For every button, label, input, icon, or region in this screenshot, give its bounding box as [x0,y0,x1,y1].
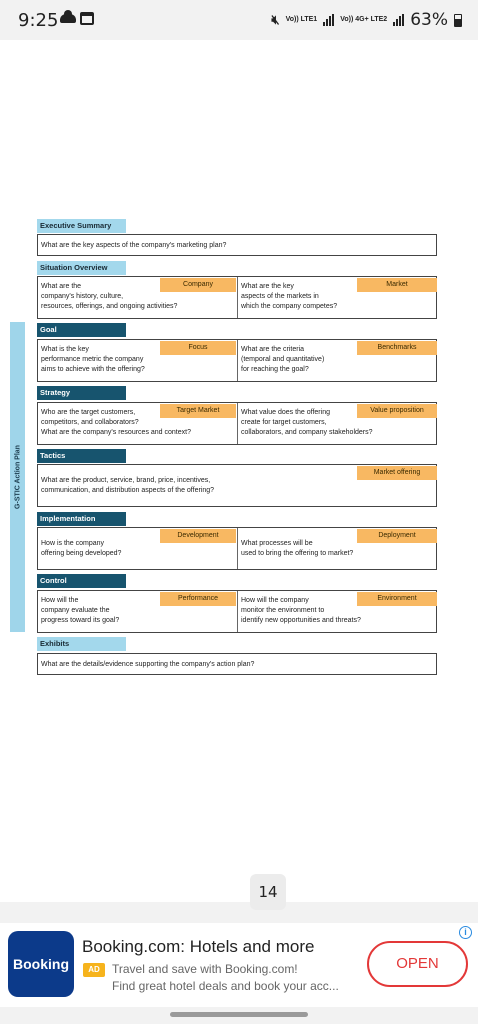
goal-box [37,339,437,382]
question-line: How will the company [241,597,309,604]
section-control: Control [37,574,126,588]
cloud-icon [60,14,76,23]
tag-development: Development [160,529,236,543]
tag-value-proposition: Value proposition [357,404,437,418]
sim1-indicator: Vo)) LTE1 [285,16,318,23]
page-number: 14 [250,874,286,910]
tag-target-market: Target Market [160,404,236,418]
signal-icon [393,14,404,26]
section-exhibits: Exhibits [37,637,126,651]
tag-market: Market [357,278,437,292]
ad-title[interactable]: Booking.com: Hotels and more [82,937,315,956]
ad-badge: AD [83,963,105,977]
question-line: What processes will be [241,540,313,547]
question-line: used to bring the offering to market? [241,550,354,557]
executive-summary-box [37,234,437,256]
question-line: aims to achieve with the offering? [41,366,145,373]
section-goal: Goal [37,323,126,337]
tag-deployment: Deployment [357,529,437,543]
question-line: What are the product, service, brand, price, incentives, [41,477,211,484]
signal-icon [323,14,334,26]
question-line: How will the [41,597,79,604]
question-line: How is the company [41,540,105,547]
section-tactics: Tactics [37,449,126,463]
question-line: What value does the offering [241,409,330,416]
control-box [37,590,437,633]
tag-performance: Performance [160,592,236,606]
question-line: which the company competes? [241,303,338,310]
gesture-handle[interactable] [170,1012,308,1017]
question-line: What are the [41,283,82,290]
tag-company: Company [160,278,236,292]
section-situation-overview: Situation Overview [37,261,126,275]
question-line: company evaluate the [41,607,110,614]
mute-icon: 🔇︎ [271,12,280,27]
question-line: What are the key [241,283,294,290]
question-line: performance metric the company [41,356,144,363]
question-line: (temporal and quantitative) [241,356,325,363]
question-line: identify new opportunities and threats? [241,617,361,624]
question-line: progress toward its goal? [41,617,120,624]
question-line: What is the key [41,346,89,353]
question-line: company's history, culture, [41,293,124,300]
question-line: What are the criteria [241,346,305,353]
question: What are the details/evidence supporting the company's action plan? [41,661,255,668]
question-line: communication, and distribution aspects of the offering? [41,487,215,494]
question-line: offering being developed? [41,550,122,557]
question-line: aspects of the markets in [241,293,319,300]
calendar-icon [80,12,94,25]
strategy-box [37,402,437,445]
section-implementation: Implementation [37,512,126,526]
exhibits-box [37,653,437,675]
question-line: resources, offerings, and ongoing activities? [41,303,178,310]
ad-description: Find great hotel deals and book your acc... [112,979,339,993]
info-icon[interactable]: i [459,926,472,939]
question-line: for reaching the goal? [241,366,309,373]
question-line: competitors, and collaborators? [41,419,139,426]
section-strategy: Strategy [37,386,126,400]
status-bar [0,0,478,40]
tag-focus: Focus [160,341,236,355]
tag-market-offering: Market offering [357,466,437,480]
tag-environment: Environment [357,592,437,606]
status-icons [271,10,462,30]
question-line: Who are the target customers, [41,409,136,416]
question-line: monitor the environment to [241,607,325,614]
tactics-box [37,464,437,507]
tag-benchmarks: Benchmarks [357,341,437,355]
sim2-indicator: Vo)) 4G+ LTE2 [340,16,388,23]
clock: 9:25 [18,10,59,31]
side-label: G-STIC Action Plan [14,445,22,509]
question: What are the key aspects of the company's marketing plan? [41,242,227,249]
battery-icon [454,14,462,27]
booking-logo[interactable]: Booking [8,931,74,997]
implementation-box [37,527,437,570]
question-line: collaborators, and company stakeholders? [241,429,373,436]
ad-banner[interactable] [0,923,478,1007]
question-line: create for target customers, [241,419,327,426]
section-executive-summary: Executive Summary [37,219,126,233]
open-button[interactable]: OPEN [367,941,468,987]
question-line: What are the company's resources and context? [41,429,191,436]
battery-percent: 63% [410,10,448,30]
ad-description: Travel and save with Booking.com! [112,962,298,976]
situation-overview-box [37,276,437,319]
